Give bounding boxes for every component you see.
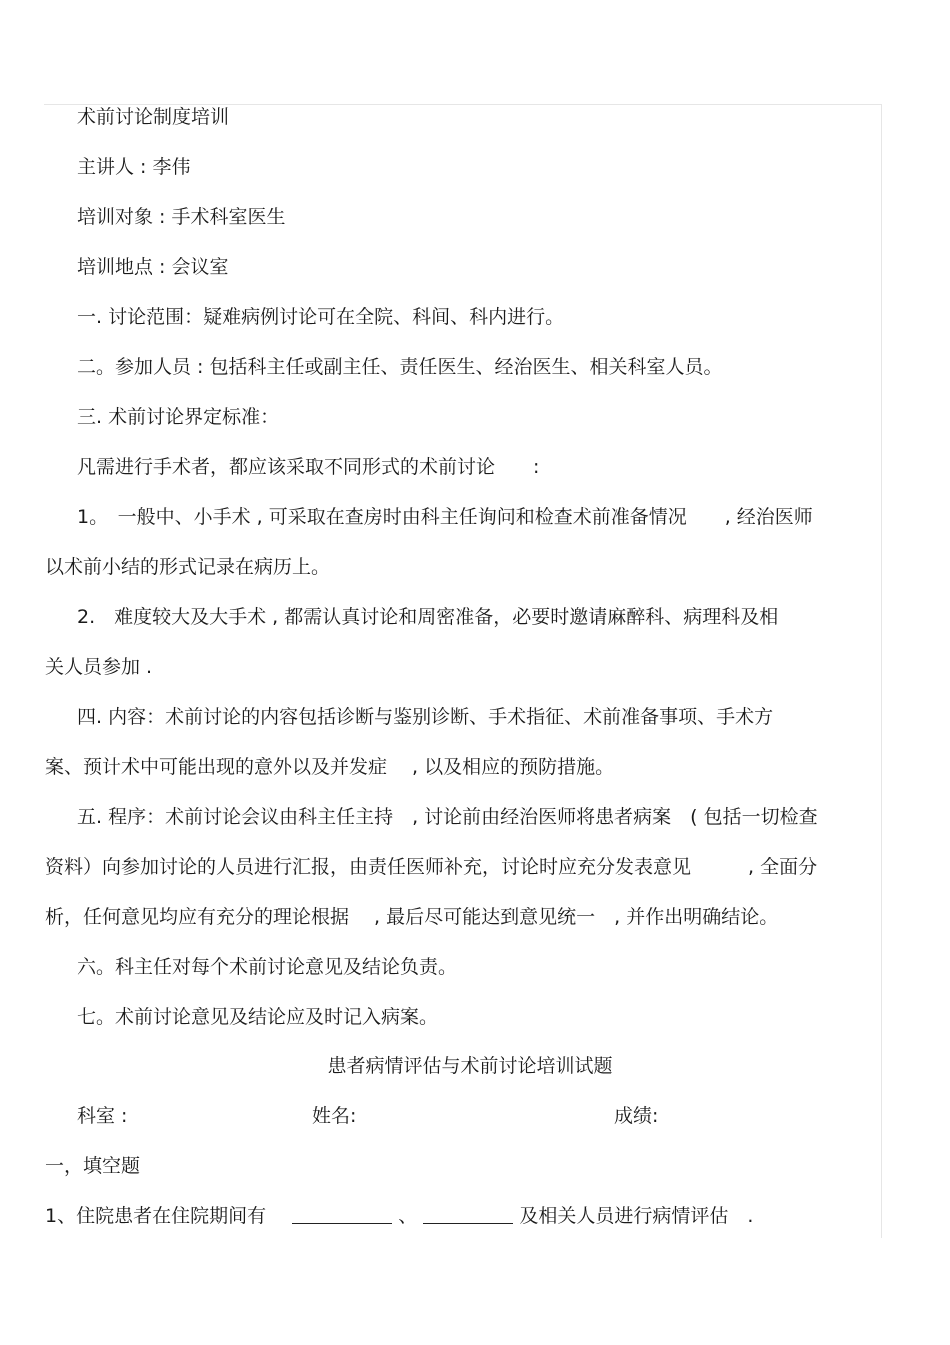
answer-blank-1[interactable] (292, 1205, 392, 1224)
exam-title: 患者病情评估与术前讨论培训试题 (327, 1055, 613, 1077)
criteria-item-1-line-1: 1。 一般中、小手术 , 可采取在查房时由科主任询问和检查术前准备情况 , 经治医师 (77, 506, 813, 528)
audience-line: 培训对象 : 手术科室医生 (77, 206, 286, 228)
score-label: 成绩: (614, 1105, 659, 1127)
section-content-line-1: 四. 内容：术前讨论的内容包括诊断与鉴别诊断、手术指征、术前准备事项、手术方 (77, 706, 774, 728)
question-1-suffix: 及相关人员进行病情评估 . (519, 1205, 754, 1227)
section-criteria: 三. 术前讨论界定标准： (77, 406, 280, 428)
section-procedure-line-1: 五. 程序：术前讨论会议由科主任主持 , 讨论前由经治医师将患者病案 ( 包括一切检查 (77, 806, 818, 828)
section-content-line-2: 案、预计术中可能出现的意外以及并发症 , 以及相应的预防措施。 (45, 756, 615, 778)
part-fill-in-title: 一，填空题 (45, 1155, 141, 1177)
name-label: 姓名: (312, 1105, 357, 1127)
doc-title: 术前讨论制度培训 (77, 106, 230, 128)
section-scope: 一. 讨论范围：疑难病例讨论可在全院、科间、科内进行。 (77, 306, 565, 328)
location-line: 培训地点 : 会议室 (77, 256, 229, 278)
criteria-item-2-line-1: 2. 难度较大及大手术 , 都需认真讨论和周密准备，必要时邀请麻醉科、病理科及相 (77, 606, 779, 628)
criteria-item-2-line-2: 关人员参加 . (45, 656, 153, 678)
answer-blank-2[interactable] (423, 1205, 513, 1224)
section-responsibility: 六。科主任对每个术前讨论意见及结论负责。 (77, 956, 458, 978)
criteria-item-1-line-2: 以术前小结的形式记录在病历上。 (45, 556, 331, 578)
criteria-intro: 凡需进行手术者，都应该采取不同形式的术前讨论 : (77, 456, 540, 478)
section-participants: 二。参加人员 : 包括科主任或副主任、责任医生、经治医生、相关科室人员。 (77, 356, 723, 378)
question-1 (45, 1203, 753, 1229)
section-procedure-line-2: 资料）向参加讨论的人员进行汇报，由责任医师补充，讨论时应充分发表意见 , 全面分 (45, 856, 818, 878)
section-record: 七。术前讨论意见及结论应及时记入病案。 (77, 1006, 439, 1028)
question-1-separator: 、 (398, 1205, 418, 1227)
dept-label: 科室 : (77, 1105, 128, 1127)
question-1-prefix: 1、住院患者在住院期间有 (45, 1205, 267, 1227)
lecturer-line: 主讲人 : 李伟 (77, 156, 191, 178)
section-procedure-line-3: 析，任何意见均应有充分的理论根据 , 最后尽可能达到意见统一 , 并作出明确结论。 (45, 906, 779, 928)
